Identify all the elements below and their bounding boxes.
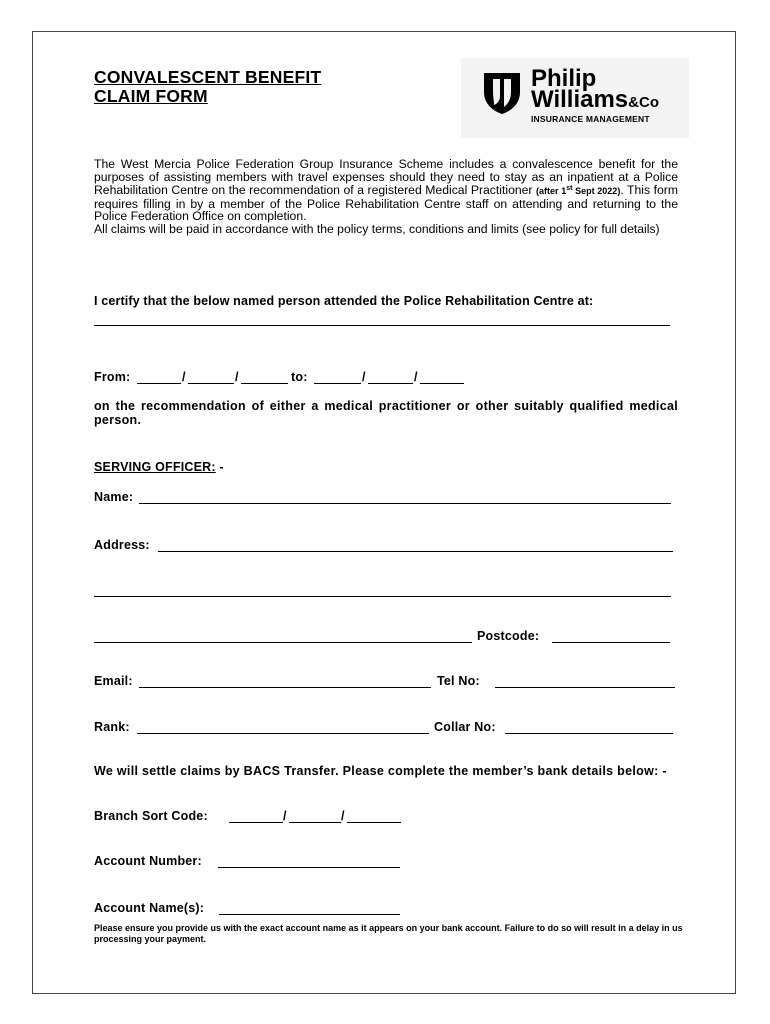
postcode-label: Postcode:: [477, 629, 540, 643]
rank-label: Rank:: [94, 720, 130, 734]
account-name-field[interactable]: [219, 914, 400, 915]
logo-name-line1: Philip: [531, 65, 597, 92]
intro-part-a: The West Mercia Police Federation Group Insurance Scheme includes a convalescence benefit for the purposes of assisting members with travel expenses should they need to stay as an inpatient at a Police Rehabilitation Centre on the recommendation of a registered Medical Practitioner: [94, 157, 678, 198]
serving-officer-heading: [94, 460, 224, 474]
recommendation-text: on the recommendation of either a medical practitioner or other suitably qualified medical person.: [94, 399, 678, 427]
intro-date-note: [536, 186, 620, 196]
address-label: Address:: [94, 538, 150, 552]
company-logo: [461, 58, 689, 138]
logo-tagline: INSURANCE MANAGEMENT: [531, 114, 650, 124]
from-sep-1: /: [182, 370, 186, 384]
intro-text: [94, 158, 678, 236]
intro-date-sup: st: [566, 185, 573, 193]
to-sep-1: /: [362, 370, 366, 384]
serving-officer-heading-suffix: -: [215, 460, 224, 474]
from-month-field[interactable]: [188, 383, 234, 384]
address-field-line1[interactable]: [158, 551, 673, 552]
intro-part-b: . This form requires filling in by a member of the Police Rehabilitation Centre staff on attending and returning to the Police Federation Office on completion.: [94, 183, 679, 224]
serving-officer-heading-text: SERVING OFFICER:: [94, 460, 216, 474]
tel-field[interactable]: [495, 687, 675, 688]
intro-paragraph-2: All claims will be paid in accordance with the policy terms, conditions and limits (see policy for full details): [94, 221, 660, 236]
tel-label: Tel No:: [437, 674, 480, 688]
postcode-field[interactable]: [552, 642, 670, 643]
to-year-field[interactable]: [420, 383, 464, 384]
intro-date-a: (after 1: [536, 186, 567, 197]
to-label: to:: [291, 370, 308, 384]
address-field-line3[interactable]: [94, 642, 472, 643]
name-label: Name:: [94, 490, 134, 504]
collar-field[interactable]: [505, 733, 673, 734]
account-number-field[interactable]: [218, 867, 400, 868]
form-title-line1: CONVALESCENT BENEFIT: [94, 67, 322, 87]
sort-code-field-1[interactable]: [229, 822, 283, 823]
sort-code-field-3[interactable]: [347, 822, 401, 823]
logo-name-suffix: &Co: [628, 94, 659, 111]
to-month-field[interactable]: [368, 383, 413, 384]
collar-label: Collar No:: [434, 720, 496, 734]
to-day-field[interactable]: [314, 383, 361, 384]
bank-intro: We will settle claims by BACS Transfer. Please complete the member’s bank details below: -: [94, 764, 667, 778]
sort-code-label: Branch Sort Code:: [94, 809, 208, 823]
intro-date-b: Sept 2022): [572, 186, 621, 197]
to-sep-2: /: [414, 370, 418, 384]
sort-code-sep-1: /: [283, 809, 287, 823]
rank-field[interactable]: [137, 733, 429, 734]
form-page: [32, 31, 736, 994]
from-year-field[interactable]: [241, 383, 288, 384]
from-day-field[interactable]: [137, 383, 181, 384]
form-title: [94, 68, 321, 106]
shield-icon: [481, 70, 523, 116]
account-name-label: Account Name(s):: [94, 901, 205, 915]
email-label: Email:: [94, 674, 133, 688]
from-label: From:: [94, 370, 131, 384]
logo-name-line2: [531, 86, 659, 114]
centre-location-field[interactable]: [94, 325, 670, 326]
form-title-line2: CLAIM FORM: [94, 86, 208, 106]
logo-name-main: Williams: [531, 86, 629, 113]
address-field-line2[interactable]: [94, 596, 671, 597]
from-sep-2: /: [235, 370, 239, 384]
bank-note: Please ensure you provide us with the exact account name as it appears on your bank account. Failure to do so will result in a delay in us processing your payment.: [94, 923, 683, 944]
sort-code-field-2[interactable]: [289, 822, 341, 823]
email-field[interactable]: [139, 687, 431, 688]
certify-statement: I certify that the below named person attended the Police Rehabilitation Centre at:: [94, 294, 594, 308]
name-field[interactable]: [139, 503, 671, 504]
account-number-label: Account Number:: [94, 854, 202, 868]
sort-code-sep-2: /: [341, 809, 345, 823]
